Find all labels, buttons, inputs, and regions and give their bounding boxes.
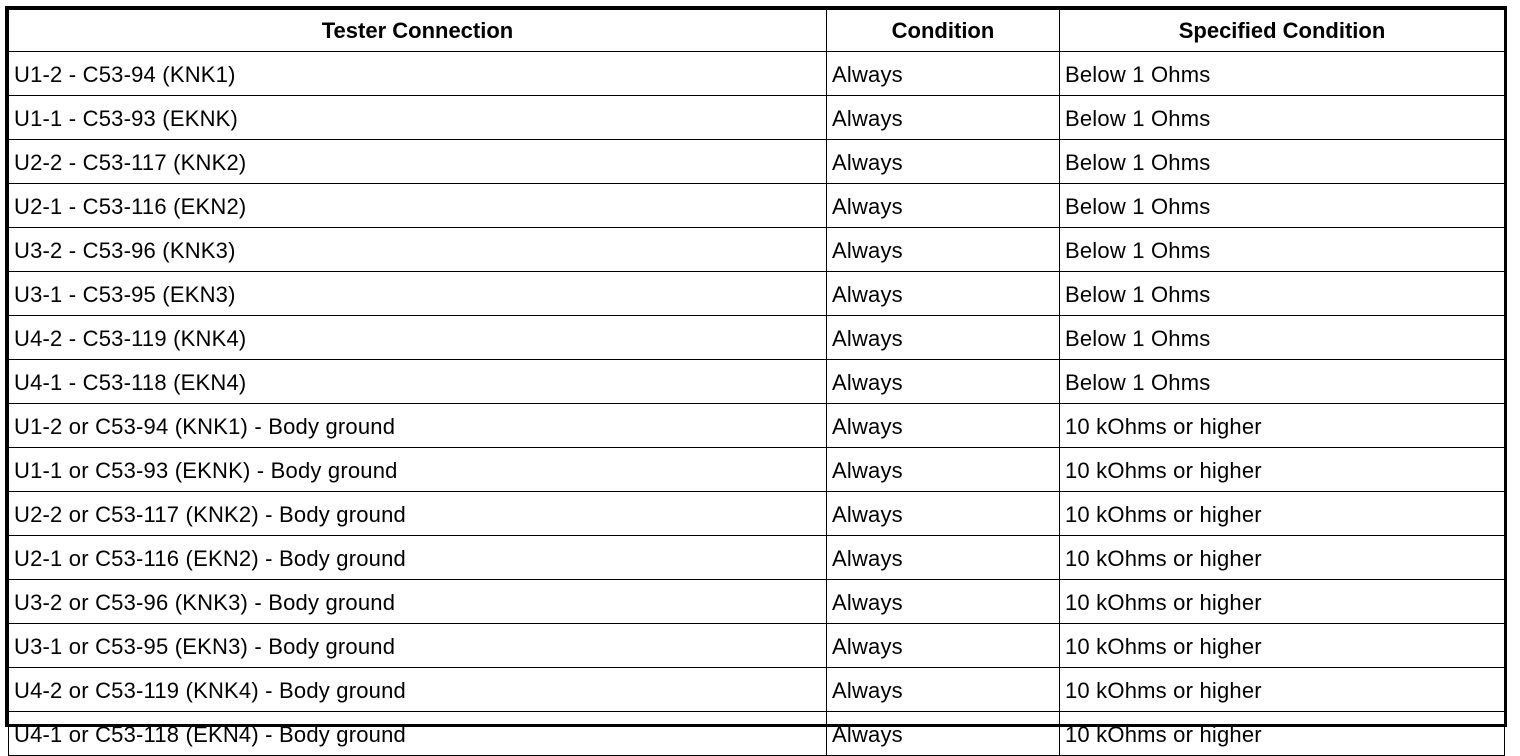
- header-condition: Condition: [827, 10, 1060, 52]
- header-specified-condition: Specified Condition: [1060, 10, 1505, 52]
- cell-specified-condition: 10 kOhms or higher: [1060, 624, 1505, 668]
- table-row: [9, 448, 1505, 492]
- cell-condition: Always: [827, 668, 1060, 712]
- cell-specified-condition: Below 1 Ohms: [1060, 52, 1505, 96]
- table-row: [9, 316, 1505, 360]
- cell-tester-connection: U3-1 - C53-95 (EKN3): [9, 272, 827, 316]
- cell-condition: Always: [827, 404, 1060, 448]
- cell-tester-connection: U3-1 or C53-95 (EKN3) - Body ground: [9, 624, 827, 668]
- table-header-row: [9, 10, 1505, 52]
- cell-tester-connection: U3-2 - C53-96 (KNK3): [9, 228, 827, 272]
- cell-condition: Always: [827, 580, 1060, 624]
- cell-condition: Always: [827, 712, 1060, 756]
- cell-specified-condition: 10 kOhms or higher: [1060, 580, 1505, 624]
- cell-condition: Always: [827, 536, 1060, 580]
- cell-specified-condition: 10 kOhms or higher: [1060, 492, 1505, 536]
- cell-tester-connection: U1-2 - C53-94 (KNK1): [9, 52, 827, 96]
- cell-condition: Always: [827, 360, 1060, 404]
- cell-condition: Always: [827, 228, 1060, 272]
- cell-condition: Always: [827, 96, 1060, 140]
- cell-specified-condition: 10 kOhms or higher: [1060, 536, 1505, 580]
- cell-condition: Always: [827, 492, 1060, 536]
- header-tester-connection: Tester Connection: [9, 10, 827, 52]
- cell-specified-condition: Below 1 Ohms: [1060, 184, 1505, 228]
- cell-condition: Always: [827, 184, 1060, 228]
- table-row: [9, 536, 1505, 580]
- cell-tester-connection: U4-2 or C53-119 (KNK4) - Body ground: [9, 668, 827, 712]
- table-row: [9, 580, 1505, 624]
- cell-tester-connection: U4-2 - C53-119 (KNK4): [9, 316, 827, 360]
- cell-condition: Always: [827, 316, 1060, 360]
- cell-tester-connection: U2-2 - C53-117 (KNK2): [9, 140, 827, 184]
- table-row: [9, 360, 1505, 404]
- table-body: [9, 52, 1505, 756]
- cell-tester-connection: U2-1 - C53-116 (EKN2): [9, 184, 827, 228]
- table-row: [9, 140, 1505, 184]
- cell-specified-condition: Below 1 Ohms: [1060, 360, 1505, 404]
- cell-condition: Always: [827, 140, 1060, 184]
- cell-specified-condition: 10 kOhms or higher: [1060, 404, 1505, 448]
- table-row: [9, 184, 1505, 228]
- cell-condition: Always: [827, 624, 1060, 668]
- table-row: [9, 492, 1505, 536]
- table-row: [9, 52, 1505, 96]
- cell-tester-connection: U3-2 or C53-96 (KNK3) - Body ground: [9, 580, 827, 624]
- cell-tester-connection: U1-1 - C53-93 (EKNK): [9, 96, 827, 140]
- cell-condition: Always: [827, 448, 1060, 492]
- cell-tester-connection: U4-1 or C53-118 (EKN4) - Body ground: [9, 712, 827, 756]
- resistance-spec-table: [8, 9, 1505, 756]
- cell-specified-condition: Below 1 Ohms: [1060, 228, 1505, 272]
- cell-tester-connection: U4-1 - C53-118 (EKN4): [9, 360, 827, 404]
- cell-tester-connection: U1-1 or C53-93 (EKNK) - Body ground: [9, 448, 827, 492]
- table-row: [9, 624, 1505, 668]
- cell-specified-condition: Below 1 Ohms: [1060, 272, 1505, 316]
- table-row: [9, 404, 1505, 448]
- cell-specified-condition: 10 kOhms or higher: [1060, 448, 1505, 492]
- table-row: [9, 96, 1505, 140]
- cell-specified-condition: Below 1 Ohms: [1060, 316, 1505, 360]
- cell-tester-connection: U2-1 or C53-116 (EKN2) - Body ground: [9, 536, 827, 580]
- table-row: [9, 228, 1505, 272]
- cell-specified-condition: Below 1 Ohms: [1060, 140, 1505, 184]
- cell-specified-condition: Below 1 Ohms: [1060, 96, 1505, 140]
- cell-condition: Always: [827, 272, 1060, 316]
- table-row: [9, 272, 1505, 316]
- cell-specified-condition: 10 kOhms or higher: [1060, 712, 1505, 756]
- cell-tester-connection: U2-2 or C53-117 (KNK2) - Body ground: [9, 492, 827, 536]
- resistance-spec-table-frame: [5, 6, 1507, 747]
- cell-tester-connection: U1-2 or C53-94 (KNK1) - Body ground: [9, 404, 827, 448]
- cell-condition: Always: [827, 52, 1060, 96]
- cell-specified-condition: 10 kOhms or higher: [1060, 668, 1505, 712]
- table-row: [9, 668, 1505, 712]
